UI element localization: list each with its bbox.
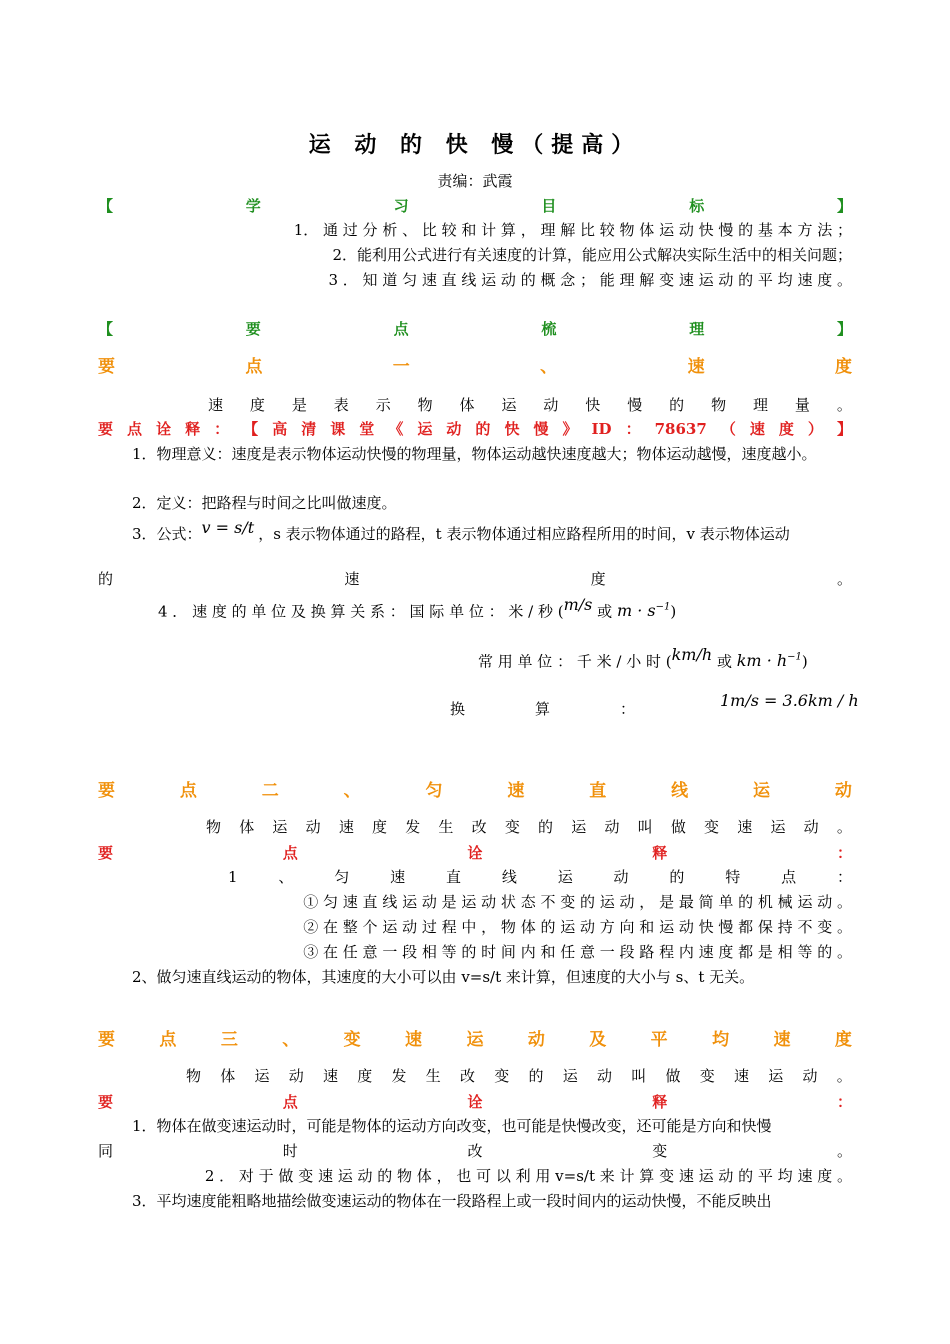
- point2-intro-char: 动: [604, 818, 620, 836]
- point3-heading-char: 动: [527, 1030, 545, 1050]
- point1-explain-header-char: （: [720, 420, 736, 438]
- point1-heading-char: 度: [834, 357, 852, 377]
- point1-heading-char: 点: [245, 357, 263, 377]
- point2-feature-2: ② 在 整 个 运 动 过 程 中 ， 物 体 的 运 动 方 向 和 运 动 快 慢 都 保 持 不 变 。: [303, 918, 852, 936]
- point1-explain-header-char: 释: [185, 420, 201, 438]
- point2-intro-char: 。: [836, 818, 852, 836]
- point3-heading-char: 及: [589, 1030, 607, 1050]
- point1-heading-char: 速: [687, 357, 705, 377]
- point1-intro: [208, 394, 852, 416]
- goals-header-char: 学: [245, 197, 261, 215]
- point2-features-title-char: 的: [669, 868, 685, 886]
- goals-header-char: 习: [393, 197, 409, 215]
- point2-intro-char: 物: [206, 818, 222, 836]
- point2-intro-char: 生: [438, 818, 454, 836]
- point2-features-title: [228, 866, 852, 888]
- point1-explain-header-char: 快: [504, 420, 520, 438]
- point2-intro-char: 的: [538, 818, 554, 836]
- point3-intro-char: 体: [220, 1067, 236, 1085]
- point1-intro-char: 理: [752, 396, 768, 414]
- point2-feature-3: ③ 在 任 意 一 段 相 等 的 时 间 内 和 任 意 一 段 路 程 内 速 度 都 是 相 等 的 。: [303, 943, 852, 961]
- point2-features-title-char: 速: [390, 868, 406, 886]
- point1-explain-header-char: 运: [417, 420, 433, 438]
- point3-explain-header: [98, 1091, 852, 1113]
- point1-item1: 1．物理意义：速度是表示物体运动快慢的物理量，物体运动越快速度越大；物体运动越慢，速度越小。: [132, 445, 817, 463]
- point2-explain-header-char: 诠: [467, 844, 483, 862]
- point1-explain-header-char: ）: [807, 420, 823, 438]
- point2-features-title-char: 1: [228, 868, 238, 886]
- point1-explain-header-char: ：: [214, 420, 230, 438]
- point1-intro-char: 是: [291, 396, 307, 414]
- point3-heading-char: 运: [466, 1030, 484, 1050]
- point1-explain-header-char: 】: [836, 420, 852, 438]
- point2-features-title-char: 线: [501, 868, 517, 886]
- point2-intro-char: 动: [305, 818, 321, 836]
- point3-item1-cont-char: 。: [836, 1142, 852, 1160]
- point3-intro-char: 发: [391, 1067, 407, 1085]
- goals-header-char: 标: [689, 197, 705, 215]
- point3-item1: 1．物体在做变速运动时，可能是物体的运动方向改变，也可能是快慢改变，还可能是方向和快慢: [132, 1117, 772, 1135]
- point2-features-title-char: 、: [278, 868, 294, 886]
- point3-intro-char: 变: [494, 1067, 510, 1085]
- point3-item1-cont-char: 同: [98, 1142, 114, 1160]
- common-unit: km/h: [671, 645, 713, 665]
- point2-intro-char: 运: [571, 818, 587, 836]
- point1-explain-header-char: 诠: [156, 420, 172, 438]
- point2-features-title-char: 直: [445, 868, 461, 886]
- point2-heading-char: 速: [507, 781, 525, 801]
- point2-intro-char: 叫: [637, 818, 653, 836]
- point2-heading-char: 二: [261, 781, 279, 801]
- point3-intro-char: 度: [357, 1067, 373, 1085]
- point3-item3: 3．平均速度能粗略地描绘做变速运动的物体在一段路程上或一段时间内的运动快慢，不能反映出: [132, 1192, 772, 1210]
- summary-header-char: 要: [245, 320, 261, 338]
- point1-intro-char: 度: [249, 396, 265, 414]
- point3-item2: 2 ． 对 于 做 变 速 运 动 的 物 体 ， 也 可 以 利 用 v=s/t 来 计 算 变 速 运 动 的 平 均 速 度 。: [204, 1167, 852, 1185]
- point2-intro-char: 变: [704, 818, 720, 836]
- point1-item3-cont-char: 速: [344, 570, 360, 588]
- point2-heading-char: 直: [589, 781, 607, 801]
- point2-explain-header-char: 释: [652, 844, 668, 862]
- point2-explain-header-char: 点: [282, 844, 298, 862]
- point2-features-title-char: 动: [613, 868, 629, 886]
- goals-header-char: 【: [98, 197, 114, 215]
- point3-intro-char: 动: [288, 1067, 304, 1085]
- point3-intro-char: 。: [836, 1067, 852, 1085]
- point3-heading-char: 三: [220, 1030, 238, 1050]
- point2-features-title-char: 运: [557, 868, 573, 886]
- point2-heading-char: 动: [834, 781, 852, 801]
- point3-intro-char: 动: [597, 1067, 613, 1085]
- point1-intro-char: 运: [501, 396, 517, 414]
- point1-intro-char: 。: [836, 396, 852, 414]
- point1-intro-char: 量: [794, 396, 810, 414]
- point3-intro-char: 动: [802, 1067, 818, 1085]
- point2-features-title-char: ：: [836, 868, 852, 886]
- point1-item3: 3．公式：v = s/t ，s 表示物体通过的路程，t 表示物体通过相应路程所用的时间，v 表示物体运动: [132, 518, 790, 543]
- point1-intro-char: 物: [711, 396, 727, 414]
- point3-heading-char: 平: [650, 1030, 668, 1050]
- point1-convert-label-char: 算: [534, 700, 550, 718]
- summary-header-char: 点: [393, 320, 409, 338]
- point2-heading-char: 运: [753, 781, 770, 801]
- point1-item3-cont: [98, 568, 852, 590]
- point2-feature-1: ① 匀 速 直 线 运 动 是 运 动 状 态 不 变 的 运 动 ， 是 最 简 单 的 机 械 运 动 。: [303, 893, 852, 911]
- common-unit-alt: km · $h^{-1}$: [736, 651, 802, 671]
- point2-heading-char: 匀: [425, 781, 443, 801]
- point3-intro-char: 物: [186, 1067, 202, 1085]
- point2-intro-char: 度: [372, 818, 388, 836]
- summary-header-char: 【: [98, 320, 114, 338]
- point2-intro-char: 改: [471, 818, 487, 836]
- point1-item3-cont-char: 的: [98, 570, 114, 588]
- point1-heading-char: 要: [98, 357, 115, 377]
- point2-intro: [206, 816, 852, 838]
- point2-features-title-char: 匀: [334, 868, 350, 886]
- point2-intro-char: 动: [803, 818, 819, 836]
- summary-header: [98, 318, 852, 340]
- point3-intro-char: 生: [425, 1067, 441, 1085]
- point3-explain-header-char: 要: [98, 1093, 114, 1111]
- point3-intro-char: 变: [699, 1067, 715, 1085]
- point2-explain-header: [98, 842, 852, 864]
- point3-intro-char: 运: [254, 1067, 270, 1085]
- point1-explain-header: [98, 418, 852, 440]
- goals-header-char: 目: [541, 197, 557, 215]
- point3-intro-char: 做: [665, 1067, 681, 1085]
- point3-heading-char: 要: [98, 1030, 115, 1050]
- point1-item3-cont-char: 。: [836, 570, 852, 588]
- point3-intro-char: 的: [528, 1067, 544, 1085]
- point2-intro-char: 运: [770, 818, 786, 836]
- point3-intro: [186, 1065, 852, 1087]
- convert-formula: 1m/s = 3.6km / h: [720, 691, 859, 710]
- point3-intro-char: 改: [460, 1067, 476, 1085]
- point1-convert-label: [450, 698, 635, 720]
- goals-header-char: 】: [836, 197, 852, 215]
- point3-explain-header-char: 诠: [467, 1093, 483, 1111]
- point2-explain-header-char: ：: [836, 844, 852, 862]
- point2-explain-header-char: 要: [98, 844, 114, 862]
- point1-convert-label-char: ：: [619, 700, 635, 718]
- point3-heading-char: 速: [405, 1030, 423, 1050]
- point3-item1-cont-char: 变: [652, 1142, 668, 1160]
- point1-explain-header-char: 高: [272, 420, 288, 438]
- point1-explain-header-char: 《: [388, 420, 404, 438]
- point3-intro-char: 速: [734, 1067, 750, 1085]
- point1-explain-header-char: 》: [562, 420, 578, 438]
- point1-item2: 2．定义：把路程与时间之比叫做速度。: [132, 494, 397, 512]
- point2-heading-char: 、: [343, 781, 361, 801]
- goal-item-2: 2．能利用公式进行有关速度的计算，能应用公式解决实际生活中的相关问题；: [332, 246, 852, 264]
- point3-intro-char: 速: [323, 1067, 339, 1085]
- point1-heading-char: 一: [392, 357, 410, 377]
- page-title: 运 动 的 快 慢（提高）: [308, 132, 642, 158]
- point3-intro-char: 叫: [631, 1067, 647, 1085]
- point3-intro-char: 运: [768, 1067, 784, 1085]
- point2-features-title-char: 点: [781, 868, 797, 886]
- si-unit-alt: $m \cdot s^{-1}$: [616, 601, 671, 621]
- point2-heading-char: 线: [671, 781, 689, 801]
- point1-explain-header-char: ：: [625, 420, 641, 438]
- point3-heading: [98, 1029, 852, 1051]
- point1-item4: 4 ． 速 度 的 单 位 及 换 算 关 系 ： 国 际 单 位 ： 米 / 秒 (m/s 或 $m \cdot s^{-1}$): [158, 595, 677, 621]
- point2-intro-char: 体: [239, 818, 255, 836]
- point1-explain-header-char: 【: [243, 420, 259, 438]
- point1-heading: [98, 356, 852, 378]
- point1-intro-char: 慢: [627, 396, 643, 414]
- goals-header: [98, 195, 852, 217]
- point3-item1-cont: [98, 1140, 852, 1162]
- point1-intro-char: 快: [585, 396, 601, 414]
- point3-explain-header-char: ：: [836, 1093, 852, 1111]
- point1-intro-char: 表: [333, 396, 349, 414]
- point1-intro-char: 体: [459, 396, 475, 414]
- point1-explain-header-char: 课: [330, 420, 346, 438]
- point1-explain-header-char: 速: [749, 420, 765, 438]
- point1-intro-char: 物: [417, 396, 433, 414]
- point1-explain-header-char: 的: [475, 420, 491, 438]
- point3-item1-cont-char: 改: [467, 1142, 483, 1160]
- summary-header-char: 理: [689, 320, 705, 338]
- point1-explain-header-char: 动: [446, 420, 462, 438]
- point1-heading-char: 、: [540, 357, 558, 377]
- point1-intro-char: 动: [543, 396, 559, 414]
- point2-intro-char: 发: [405, 818, 421, 836]
- point2-features-title-char: 特: [725, 868, 741, 886]
- point3-explain-header-char: 点: [282, 1093, 298, 1111]
- point2-intro-char: 运: [272, 818, 288, 836]
- point1-explain-header-char: 度: [778, 420, 794, 438]
- point1-explain-header-char: 慢: [533, 420, 549, 438]
- speed-formula: v = s/t: [201, 518, 255, 537]
- point3-explain-header-char: 释: [652, 1093, 668, 1111]
- point3-heading-char: 变: [343, 1030, 361, 1050]
- point1-explain-header-char: 堂: [359, 420, 375, 438]
- point1-explain-header-char: 点: [127, 420, 143, 438]
- summary-header-char: 】: [836, 320, 852, 338]
- si-unit: m/s: [563, 595, 593, 615]
- point1-common-unit: 常 用 单 位 ： 千 米 / 小 时 (km/h 或 km · $h^{-1}$): [478, 645, 808, 671]
- point3-heading-char: 速: [773, 1030, 791, 1050]
- point2-heading-char: 点: [179, 781, 197, 801]
- point3-heading-char: 点: [159, 1030, 177, 1050]
- point1-intro-char: 速: [208, 396, 224, 414]
- point2-intro-char: 速: [737, 818, 753, 836]
- point2-intro-char: 速: [338, 818, 354, 836]
- goal-item-1: 1． 通 过 分 析 、 比 较 和 计 算 ， 理 解 比 较 物 体 运 动 快 慢 的 基 本 方 法 ；: [293, 221, 852, 239]
- author-line: 责编：武霞: [437, 172, 513, 190]
- point1-explain-header-char: 清: [301, 420, 317, 438]
- point1-intro-char: 示: [375, 396, 391, 414]
- point1-convert-label-char: 换: [450, 700, 466, 718]
- point2-intro-char: 变: [504, 818, 520, 836]
- point2-heading-char: 要: [98, 781, 115, 801]
- point1-explain-header-char: ID: [591, 420, 612, 438]
- point3-heading-char: 、: [282, 1030, 300, 1050]
- point3-heading-char: 均: [712, 1030, 730, 1050]
- goal-item-3: 3 ． 知 道 匀 速 直 线 运 动 的 概 念 ； 能 理 解 变 速 运 动 的 平 均 速 度 。: [328, 271, 852, 289]
- point2-heading: [98, 780, 852, 802]
- point1-explain-header-char: 要: [98, 420, 114, 438]
- summary-header-char: 梳: [541, 320, 557, 338]
- point1-intro-char: 的: [669, 396, 685, 414]
- point3-intro-char: 运: [562, 1067, 578, 1085]
- point2-intro-char: 做: [670, 818, 686, 836]
- point3-item1-cont-char: 时: [282, 1142, 298, 1160]
- point3-heading-char: 度: [834, 1030, 852, 1050]
- point1-explain-header-char: 78637: [654, 420, 707, 438]
- point2-item2: 2、做匀速直线运动的物体，其速度的大小可以由 v=s/t 来计算，但速度的大小与 s、t 无关。: [132, 968, 755, 986]
- point1-item3-cont-char: 度: [590, 570, 606, 588]
